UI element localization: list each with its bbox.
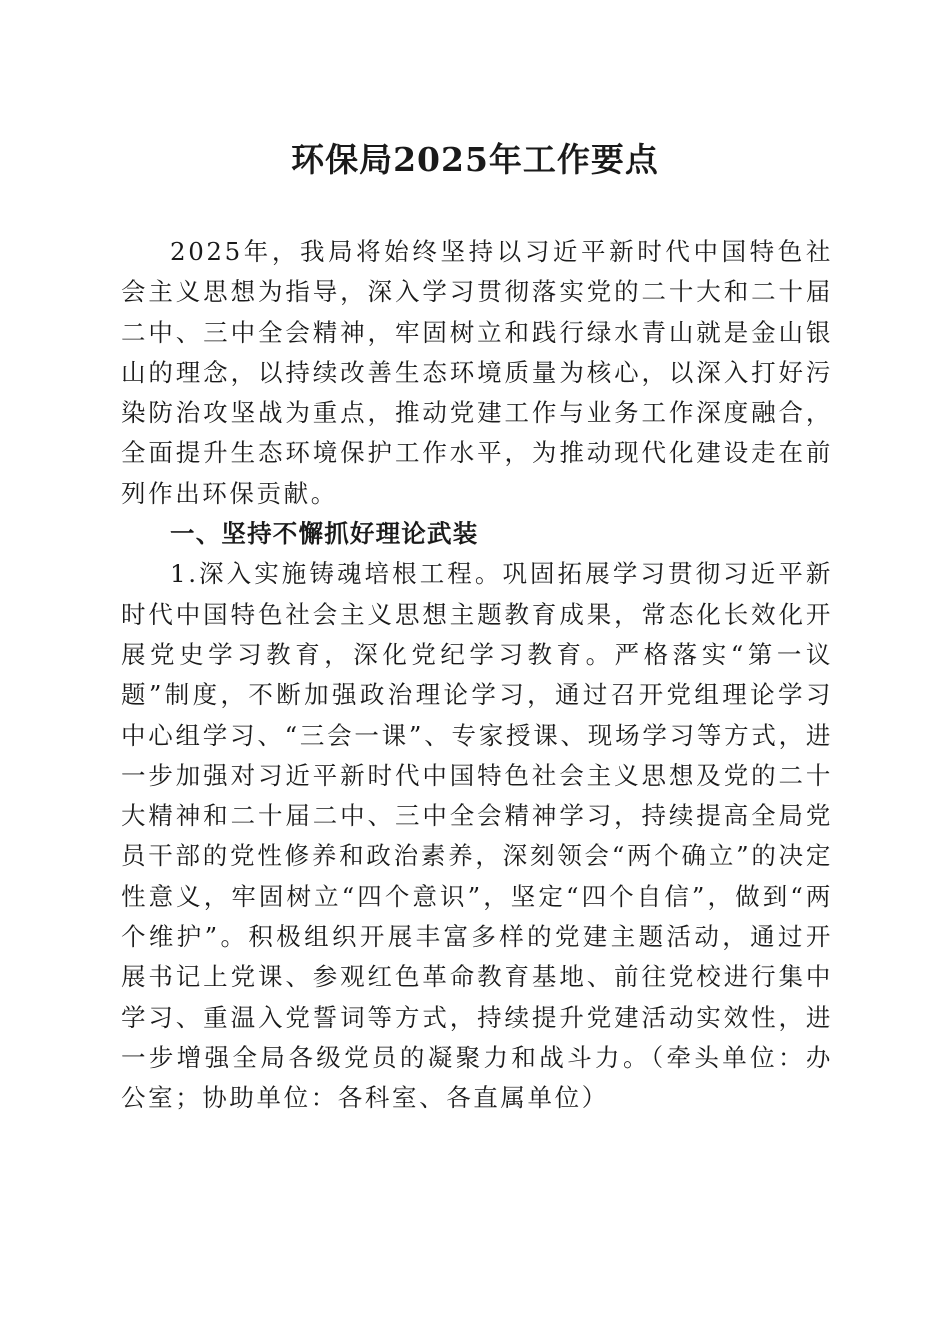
intro-paragraph: 2025年，我局将始终坚持以习近平新时代中国特色社会主义思想为指导，深入学习贯彻落实党的二十大和二十届二中、三中全会精神，牢固树立和践行绿水青山就是金山银山的理念，以持续改善生态环境质量为核心，以深入打好污染防治攻坚战为重点，推动党建工作与业务工作深度融合，全面提升生态环境保护工作水平，为推动现代化建设走在前列作出环保贡献。 xyxy=(121,237,833,508)
section-heading: 一、坚持不懈抓好理论武装 xyxy=(170,519,479,549)
section-item-paragraph: 1.深入实施铸魂培根工程。巩固拓展学习贯彻习近平新时代中国特色社会主义思想主题教育成果，常态化长效化开展党史学习教育，深化党纪学习教育。严格落实“第一议题”制度，不断加强政治理论学习，通过召开党组理论学习中心组学习、“三会一课”、专家授课、现场学习等方式，进一步加强对习近平新时代中国特色社会主义思想及党的二十大精神和二十届二中、三中全会精神学习，持续提高全局党员干部的党性修养和政治素养，深刻领会“两个确立”的决定性意义，牢固树立“四个意识”，坚定“四个自信”，做到“两个维护”。积极组织开展丰富多样的党建主题活动，通过开展书记上党课、参观红色革命教育基地、前往党校进行集中学习、重温入党誓词等方式，持续提升党建活动实效性，进一步增强全局各级党员的凝聚力和战斗力。（牵头单位：办公室；协助单位：各科室、各直属单位） xyxy=(121,559,833,1113)
document-title: 环保局2025年工作要点 xyxy=(291,140,659,179)
document-body xyxy=(121,232,833,1119)
